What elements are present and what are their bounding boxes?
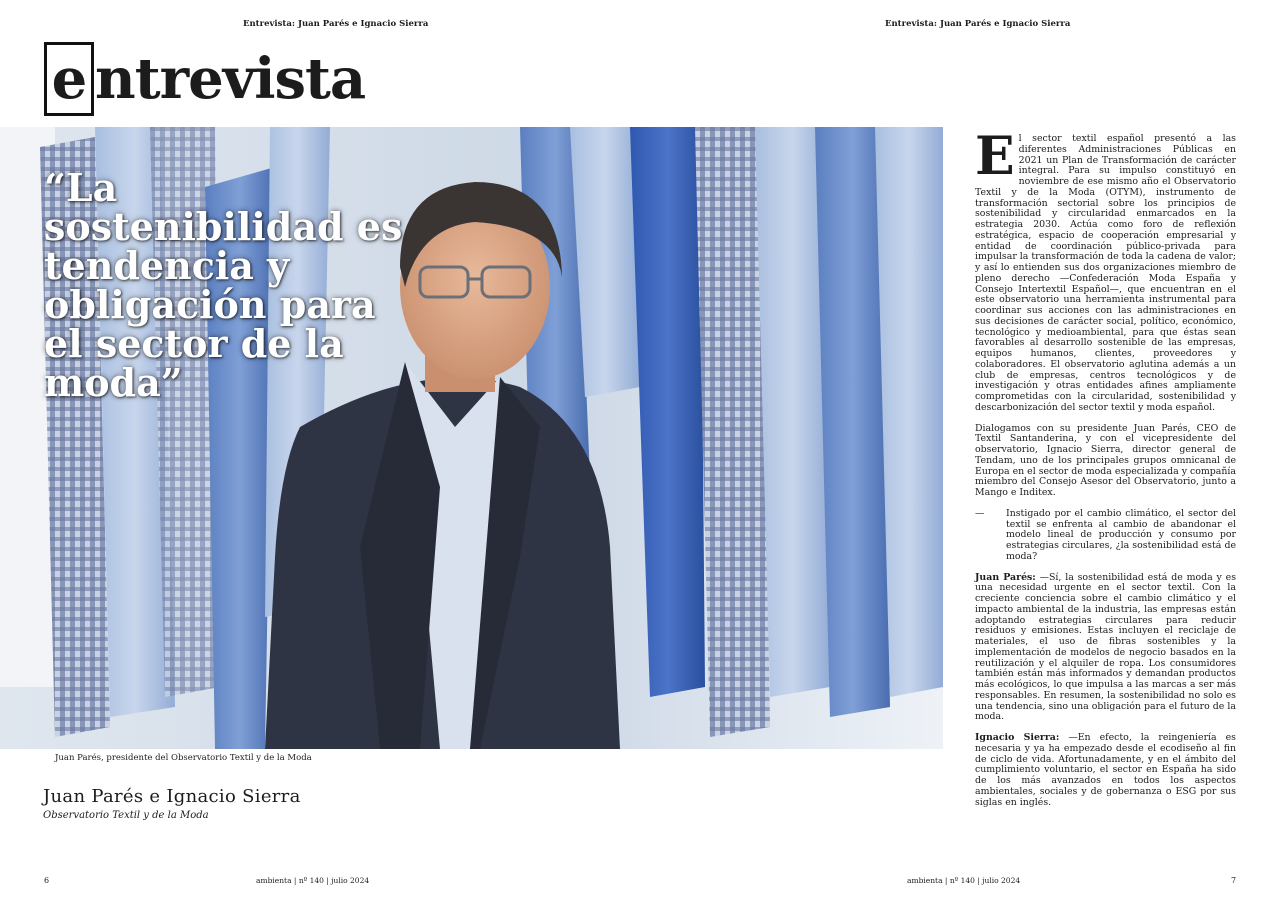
photo-caption: Juan Parés, presidente del Observatorio Textil y de la Moda [55, 753, 312, 763]
section-title-boxed-letter: e [44, 42, 94, 116]
question-text: Instigado por el cambio climático, el sector del textil se enfrenta al cambio de abandonar el modelo lineal de producción y consumo por estrategias circulares, ¿la sostenibilidad está de moda? [1006, 507, 1236, 562]
question-dash: — [975, 507, 985, 519]
running-head-right: Entrevista: Juan Parés e Ignacio Sierra [885, 19, 1071, 29]
magazine-footer-right: ambienta | nº 140 | julio 2024 [907, 876, 1021, 885]
answer-text-ignacio-sierra: —En efecto, la reingeniería es necesaria y ya ha empezado desde el ecodiseño al fin de ciclo de vida. Afortunadamente, y en el ámbito del cumplimiento voluntario, el sector en España ha sido de los más avanzados en todos los aspectos ambientales, sociales y de gobernanza o ESG por sus siglas en inglés. [975, 732, 1236, 808]
page-number-left: 6 [44, 876, 50, 885]
section-title-rest: ntrevista [95, 46, 366, 112]
article-intro-text: l sector textil español presentó a las diferentes Administraciones Públicas en 2021 un Plan de Transformación de carácter integral. Para su impulso constituyó en noviembre de ese mismo año el Observatorio Textil y de la Moda (OTYM), instrumento de transformación sectorial sobre los principios de sostenibilidad y circularidad enmarcados en la estrategia 2030. Actúa como foro de reflexión estratégica, espacio de cooperación empresarial y entidad de coordinación público-privada para impulsar la transformación de toda la cadena de valor; y así lo entienden sus dos organizaciones miembro de pleno derecho —Confederación Moda España y Consejo Intertextil Español—, que encuentran en el este observatorio una herramienta instrumental para coordinar sus acciones con las administraciones en sus decisiones de carácter social, político, económico, tecnológico y medioambiental, para que éstas sean favorables al desarrollo sostenible de las empresas, equipos humanos, clientes, proveedores y colaboradores. El observatorio aglutina además a un club de empresas, centros tecnológicos y de investigación y otras entidades afines ampliamente comprometidas con la circularidad, sostenibilidad y descarbonización del sector textil y moda español. [975, 133, 1236, 413]
interview-question [975, 509, 1236, 563]
magazine-footer-left: ambienta | nº 140 | julio 2024 [256, 876, 370, 885]
byline-names: Juan Parés e Ignacio Sierra [43, 786, 301, 807]
answer-speaker-juan-pares: Juan Parés: [975, 571, 1036, 583]
article-column [975, 126, 1237, 818]
page-number-right: 7 [1231, 876, 1237, 885]
running-head-left: Entrevista: Juan Parés e Ignacio Sierra [243, 19, 429, 29]
answer-speaker-ignacio-sierra: Ignacio Sierra: [975, 732, 1060, 743]
pull-quote: “La sostenibilidad es tendencia y obligación para el sector de la moda” [44, 165, 403, 405]
answer-ignacio-sierra [975, 733, 1236, 808]
article-paragraph-2: Dialogamos con su presidente Juan Parés, CEO de Textil Santanderina, y con el vicepresidente del observatorio, Ignacio Sierra, director general de Tendam, uno de los principales grupos omnicanal de Europa en el sector de moda especializada y compañía miembro del Consejo Asesor del Observatorio, junto a Mango e Inditex. [975, 422, 1236, 498]
article-intro-paragraph [975, 126, 1236, 414]
answer-text-juan-pares: —Sí, la sostenibilidad está de moda y es una necesidad urgente en el sector textil. Con la creciente conciencia sobre el cambio climático y el impacto ambiental de la industria, las empresas están adoptando estrategias circulares para reducir residuos y emisiones. Estas incluyen el reciclaje de materiales, el uso de fibras sostenibles y la implementación de modelos de negocio basados en la reutilización y el alquiler de ropa. Los consumidores también están más informados y demandan productos más ecológicos, lo que impulsa a las marcas a ser más responsables. En resumen, la sostenibilidad no solo es una tendencia, sino una obligación para el futuro de la moda. [975, 571, 1237, 723]
answer-juan-pares [975, 573, 1236, 724]
byline-organization: Observatorio Textil y de la Moda [43, 810, 209, 821]
section-title [44, 40, 365, 118]
drop-cap: E [975, 126, 1015, 187]
